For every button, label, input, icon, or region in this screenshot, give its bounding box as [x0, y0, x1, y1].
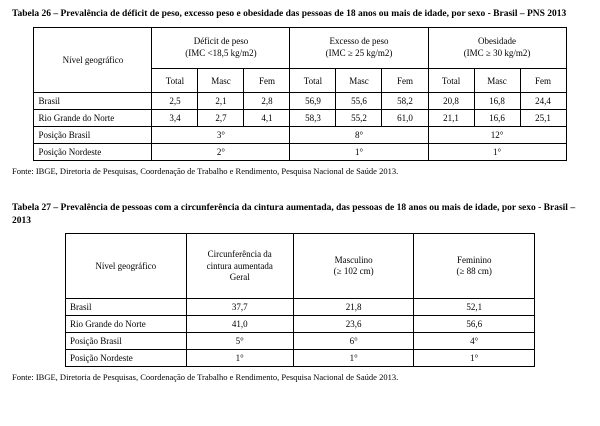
- table-27-row-label: Brasil: [66, 299, 187, 316]
- table-27-cell: 23,6: [293, 316, 414, 333]
- table-27-cell: 6°: [293, 333, 414, 350]
- table-26-subheader: Total: [152, 69, 198, 92]
- table-26-cell: 25,1: [520, 109, 566, 126]
- table-26-subheader: Masc: [474, 69, 520, 92]
- table-26-cell: 16,6: [474, 109, 520, 126]
- table-row-position-brasil: [34, 126, 566, 143]
- table-27-header-feminino: [414, 234, 535, 299]
- table-26-cell: 21,1: [428, 109, 474, 126]
- table-27-cell: 56,6: [414, 316, 535, 333]
- table-row-position-brasil: [66, 333, 535, 350]
- table-26-group-obesidade: [428, 27, 566, 69]
- table-26-row-label: Posição Nordeste: [34, 143, 152, 160]
- group-title-line2: (IMC <18,5 kg/m2): [185, 48, 257, 59]
- table-26-cell: 3,4: [152, 109, 198, 126]
- table-row-position-nordeste: [34, 143, 566, 160]
- table-26-position-cell: 12°: [428, 126, 566, 143]
- table-26-group-excesso: [290, 27, 428, 69]
- table-26: [33, 27, 566, 161]
- table-26-position-cell: 3°: [152, 126, 290, 143]
- table-26-position-cell: 2°: [152, 143, 290, 160]
- table-26-subheader: Fem: [520, 69, 566, 92]
- table-26-cell: 56,9: [290, 92, 336, 109]
- table-27-cell: 41,0: [186, 316, 293, 333]
- group-title-line1: Obesidade: [478, 36, 517, 47]
- table-26-source: Fonte: IBGE, Diretoria de Pesquisas, Coordenação de Trabalho e Rendimento, Pesquisa Nacional de Saúde 2013.: [12, 165, 399, 176]
- table-26-cell: 16,8: [474, 92, 520, 109]
- header-line2: (≥ 102 cm): [333, 266, 374, 277]
- table-27-cell: 4°: [414, 333, 535, 350]
- table-27: [65, 233, 535, 367]
- table-27-row-label: Rio Grande do Norte: [66, 316, 187, 333]
- table-26-subheader: Masc: [336, 69, 382, 92]
- table-27-cell: 1°: [186, 350, 293, 367]
- table-27-caption: Tabela 27 – Prevalência de pessoas com a circunferência da cintura aumentada, das pessoas de 18 anos ou mais de idade, por sexo - Brasil – 2013: [12, 202, 576, 226]
- header-line2: cintura aumentada: [206, 260, 273, 271]
- table-27-header-circunferencia: [186, 234, 293, 299]
- table-27-cell: 5°: [186, 333, 293, 350]
- table-26-cell: 2,1: [198, 92, 244, 109]
- table-26-cell: 55,6: [336, 92, 382, 109]
- table-26-position-cell: 1°: [290, 143, 428, 160]
- table-26-caption: Tabela 26 – Prevalência de déficit de peso, excesso peso e obesidade das pessoas de 18 anos ou mais de idade, por sexo - Brasil – PNS 2013: [12, 9, 567, 19]
- table-row: [66, 316, 535, 333]
- header-line3: Geral: [229, 272, 250, 283]
- table-27-header-masculino: [293, 234, 414, 299]
- table-26-subheader: Masc: [198, 69, 244, 92]
- table-row-header-groups: [34, 27, 566, 69]
- table-26-cell: 2,7: [198, 109, 244, 126]
- table-26-cell: 2,5: [152, 92, 198, 109]
- table-27-cell: 1°: [414, 350, 535, 367]
- table-27-geo-header: Nível geográfico: [66, 234, 187, 299]
- table-26-cell: 4,1: [244, 109, 290, 126]
- table-26-row-label: Brasil: [34, 92, 152, 109]
- table-26-group-deficit: [152, 27, 290, 69]
- table-26-cell: 58,2: [382, 92, 428, 109]
- table-26-geo-header: Nível geográfico: [34, 27, 152, 92]
- table-row-position-nordeste: [66, 350, 535, 367]
- group-title-line2: (IMC ≥ 25 kg/m2): [325, 48, 393, 59]
- table-26-subheader: Fem: [244, 69, 290, 92]
- table-27-source: Fonte: IBGE, Diretoria de Pesquisas, Coordenação de Trabalho e Rendimento, Pesquisa Nacional de Saúde 2013.: [12, 372, 399, 383]
- table-26-subheader: Fem: [382, 69, 428, 92]
- table-27-row-label: Posição Nordeste: [66, 350, 187, 367]
- header-line1: Circunferência da: [207, 248, 272, 259]
- table-row: [34, 92, 566, 109]
- table-26-cell: 20,8: [428, 92, 474, 109]
- group-title-line1: Déficit de peso: [193, 36, 249, 47]
- table-27-cell: 37,7: [186, 299, 293, 316]
- table-26-row-label: Rio Grande do Norte: [34, 109, 152, 126]
- table-26-cell: 2,8: [244, 92, 290, 109]
- table-26-cell: 24,4: [520, 92, 566, 109]
- table-26-position-cell: 1°: [428, 143, 566, 160]
- table-row: [34, 109, 566, 126]
- table-26-cell: 55,2: [336, 109, 382, 126]
- table-row-headers: [66, 234, 535, 299]
- table-26-subheader: Total: [428, 69, 474, 92]
- table-26-cell: 61,0: [382, 109, 428, 126]
- table-26-cell: 58,3: [290, 109, 336, 126]
- table-27-row-label: Posição Brasil: [66, 333, 187, 350]
- table-row: [66, 299, 535, 316]
- header-line2: (≥ 88 cm): [456, 266, 492, 277]
- section-spacer: [12, 176, 588, 202]
- table-27-cell: 52,1: [414, 299, 535, 316]
- group-title-line1: Excesso de peso: [329, 36, 389, 47]
- header-line1: Masculino: [334, 254, 373, 265]
- group-title-line2: (IMC ≥ 30 kg/m2): [463, 48, 531, 59]
- table-26-subheader: Total: [290, 69, 336, 92]
- table-27-cell: 21,8: [293, 299, 414, 316]
- header-line1: Feminino: [456, 254, 492, 265]
- table-26-row-label: Posição Brasil: [34, 126, 152, 143]
- table-27-cell: 1°: [293, 350, 414, 367]
- table-26-position-cell: 8°: [290, 126, 428, 143]
